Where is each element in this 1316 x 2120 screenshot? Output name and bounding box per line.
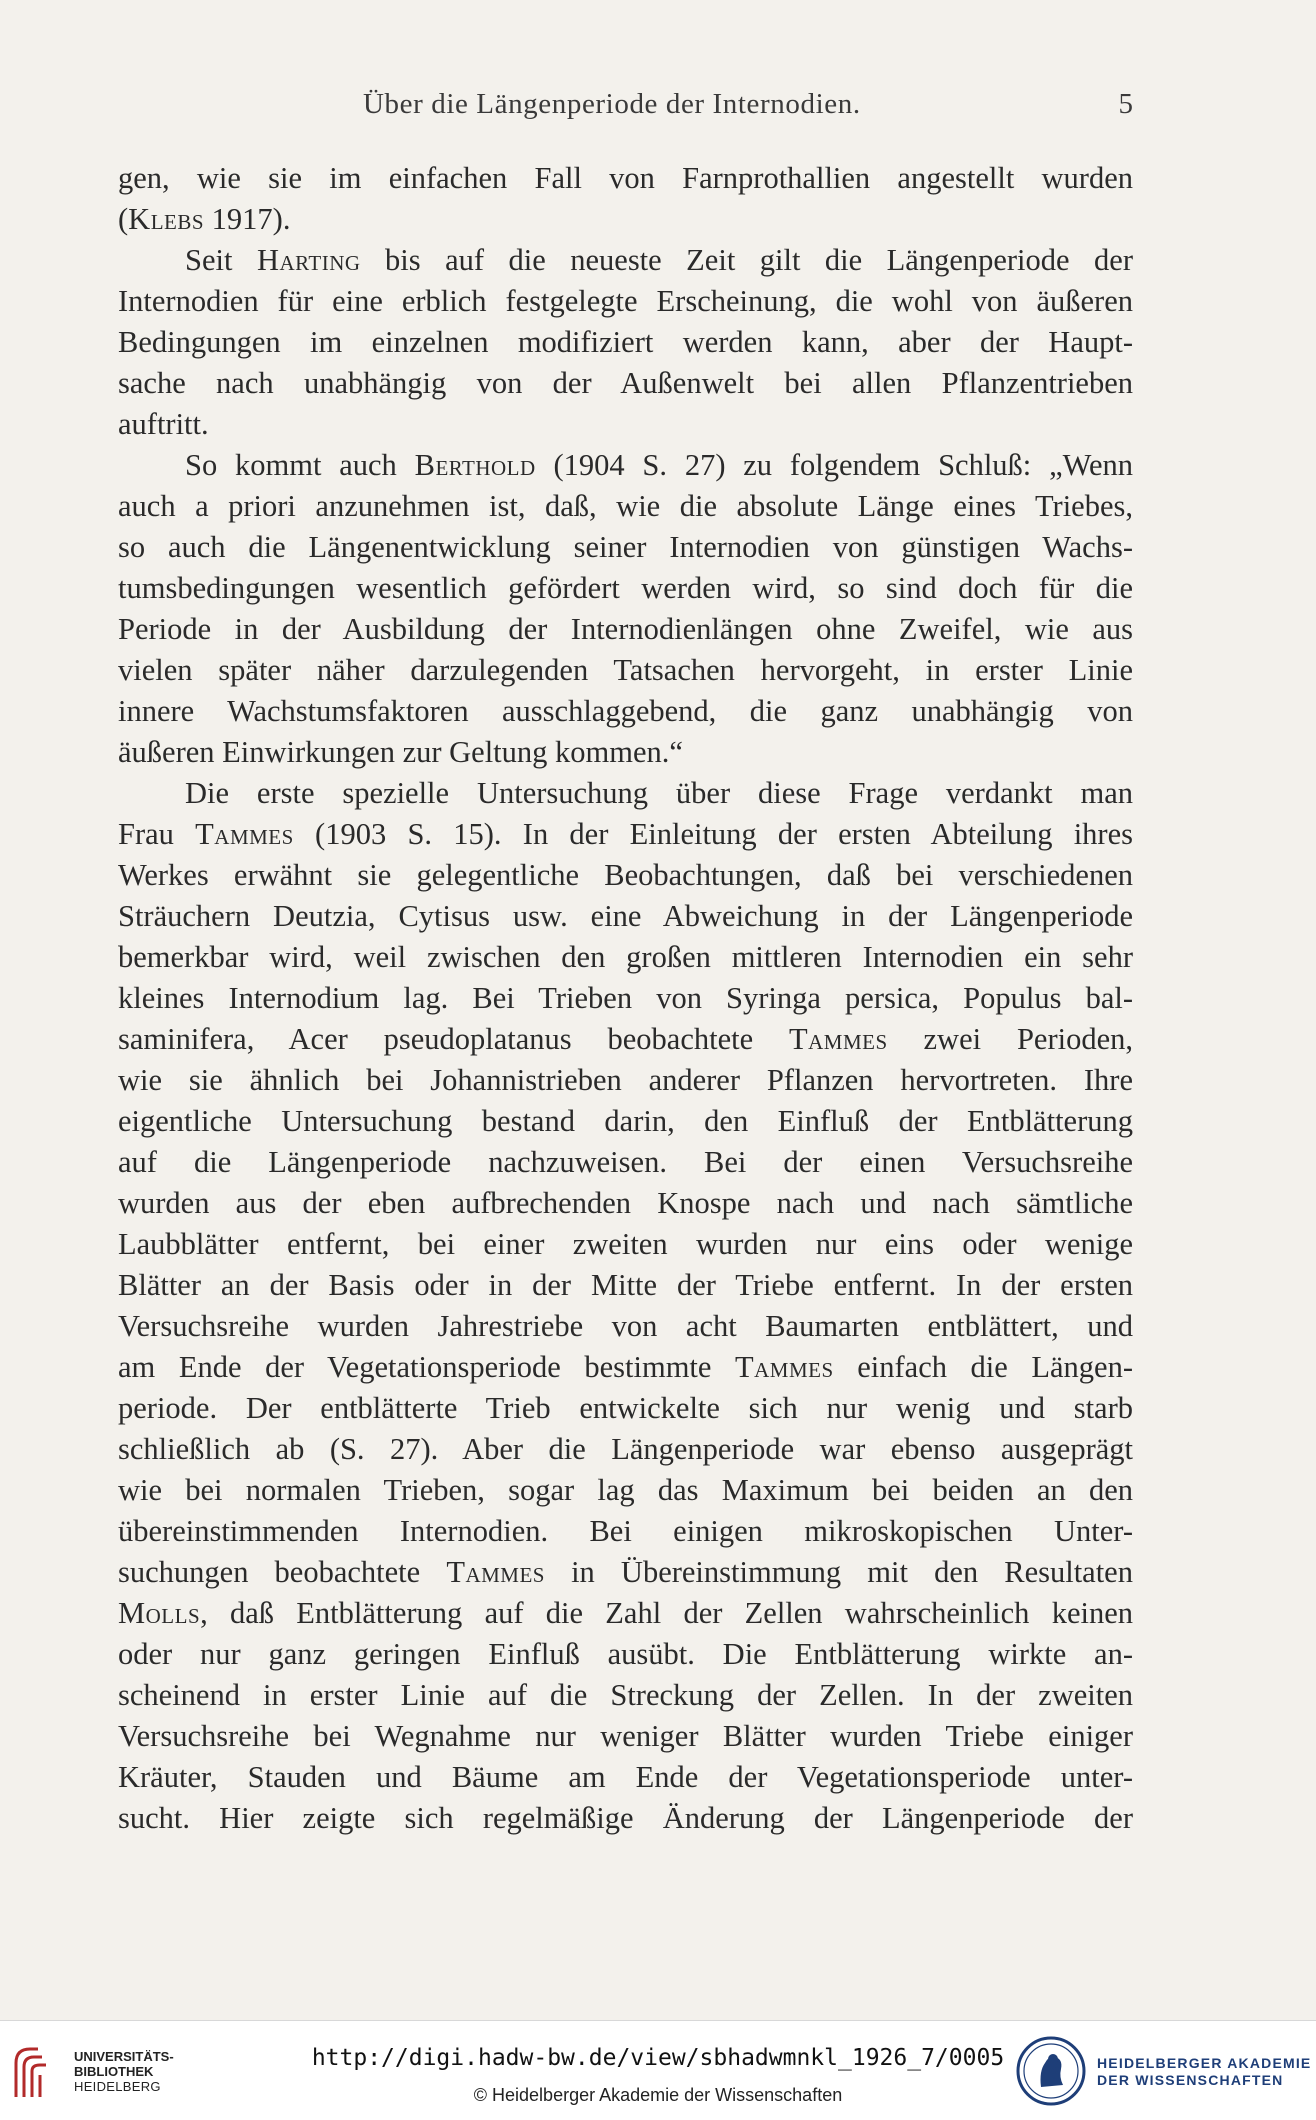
text-segment: (1903 S. 15). In der Einleitung der ersten Abteilung ihres	[293, 817, 1133, 851]
text-line	[118, 937, 1133, 978]
page-number: 5	[1118, 88, 1133, 120]
text-segment: , daß Entblätterung auf die Zahl der Zellen wahrscheinlich keinen	[200, 1596, 1133, 1630]
text-line	[118, 568, 1133, 609]
text-line	[118, 158, 1133, 199]
viewer-footer	[0, 2020, 1316, 2120]
text-segment: schließlich ab (S. 27). Aber die Längenperiode war ebenso ausgeprägt	[118, 1432, 1133, 1466]
academy-seal-icon[interactable]	[1015, 2035, 1087, 2107]
text-line	[118, 1634, 1133, 1675]
text-line	[118, 1224, 1133, 1265]
running-title: Über die Längenperiode der Internodien.	[363, 88, 861, 120]
text-segment: Sträuchern Deutzia, Cytisus usw. eine Abweichung in der Längenperiode	[118, 899, 1133, 933]
text-segment: Periode in der Ausbildung der Internodienlängen ohne Zweifel, wie aus	[118, 612, 1133, 646]
text-segment: saminifera, Acer pseudoplatanus beobachtete	[118, 1022, 790, 1056]
author-name: Tammes	[195, 817, 294, 851]
text-segment: Versuchsreihe wurden Jahrestriebe von acht Baumarten entblättert, und	[118, 1309, 1133, 1343]
text-line	[118, 1019, 1133, 1060]
text-segment: zwei Perioden,	[887, 1022, 1133, 1056]
author-name: Molls	[118, 1596, 201, 1630]
text-line	[118, 1675, 1133, 1716]
academy-line-2: DER WISSENSCHAFTEN	[1097, 2072, 1284, 2088]
text-line	[118, 650, 1133, 691]
library-line-3: HEIDELBERG	[74, 2079, 161, 2094]
academy-line-1: HEIDELBERGER AKADEMIE	[1097, 2055, 1312, 2071]
text-line	[118, 445, 1133, 486]
text-line	[118, 855, 1133, 896]
text-segment: wie bei normalen Trieben, sogar lag das Maximum bei beiden an den	[118, 1473, 1133, 1507]
text-segment: bemerkbar wird, weil zwischen den großen mittleren Internodien ein sehr	[118, 940, 1133, 974]
text-line	[118, 527, 1133, 568]
author-name: Tammes	[789, 1022, 888, 1056]
text-line	[118, 1470, 1133, 1511]
text-segment: auch a priori anzunehmen ist, daß, wie die absolute Länge eines Triebes,	[118, 489, 1133, 523]
text-segment: in Übereinstimmung mit den Resultaten	[544, 1555, 1133, 1589]
text-segment: wurden aus der eben aufbrechenden Knospe nach und nach sämtliche	[118, 1186, 1133, 1220]
text-line	[118, 978, 1133, 1019]
text-segment: innere Wachstumsfaktoren ausschlaggebend, die ganz unabhängig von	[118, 694, 1133, 728]
text-line	[118, 896, 1133, 937]
text-line	[118, 322, 1133, 363]
text-line	[118, 1757, 1133, 1798]
text-segment: äußeren Einwirkungen zur Geltung kommen.“	[118, 735, 683, 769]
text-line	[118, 1306, 1133, 1347]
author-name: Tammes	[735, 1350, 834, 1384]
text-segment: übereinstimmenden Internodien. Bei einigen mikroskopischen Unter-	[118, 1514, 1133, 1548]
text-line	[118, 1798, 1133, 1839]
copyright-notice: © Heidelberger Akademie der Wissenschaften	[473, 2085, 843, 2105]
text-segment: Werkes erwähnt sie gelegentliche Beobachtungen, daß bei verschiedenen	[118, 858, 1133, 892]
library-line-1: UNIVERSITÄTS-	[74, 2049, 174, 2064]
text-line	[118, 1347, 1133, 1388]
library-line-2: BIBLIOTHEK	[74, 2064, 154, 2079]
text-segment: Versuchsreihe bei Wegnahme nur weniger Blätter wurden Triebe einiger	[118, 1719, 1133, 1753]
text-line	[118, 609, 1133, 650]
text-segment: suchungen beobachtete	[118, 1555, 447, 1589]
text-line	[118, 773, 1133, 814]
text-segment: sache nach unabhängig von der Außenwelt bei allen Pflanzentrieben	[118, 366, 1133, 400]
text-line	[118, 1716, 1133, 1757]
text-line	[118, 240, 1133, 281]
text-line	[118, 1429, 1133, 1470]
text-segment: So kommt auch	[185, 448, 415, 482]
author-name: Klebs	[128, 202, 205, 236]
text-line	[118, 691, 1133, 732]
text-segment: sucht. Hier zeigte sich regelmäßige Änderung der Längenperiode der	[118, 1801, 1133, 1835]
body-text	[118, 158, 1133, 1839]
author-name: Tammes	[446, 1555, 545, 1589]
text-segment: Internodien für eine erblich festgelegte Erscheinung, die wohl von äußeren	[118, 284, 1133, 318]
academy-name	[1097, 2055, 1311, 2089]
text-segment: vielen später näher darzulegenden Tatsachen hervorgeht, in erster Linie	[118, 653, 1133, 687]
text-line	[118, 1101, 1133, 1142]
text-segment: gen, wie sie im einfachen Fall von Farnprothallien angestellt wurden	[118, 161, 1133, 195]
text-segment: bis auf die neueste Zeit gilt die Längenperiode der	[360, 243, 1133, 277]
text-segment: oder nur ganz geringen Einfluß ausübt. Die Entblätterung wirkte an-	[118, 1637, 1133, 1671]
text-segment: wie sie ähnlich bei Johannistrieben anderer Pflanzen hervortreten. Ihre	[118, 1063, 1133, 1097]
text-line	[118, 281, 1133, 322]
text-segment: 1917).	[204, 202, 291, 236]
text-segment: eigentliche Untersuchung bestand darin, den Einfluß der Entblätterung	[118, 1104, 1133, 1138]
text-line	[118, 486, 1133, 527]
text-line	[118, 1183, 1133, 1224]
text-segment: Blätter an der Basis oder in der Mitte der Triebe entfernt. In der ersten	[118, 1268, 1133, 1302]
text-line	[118, 363, 1133, 404]
text-line	[118, 1142, 1133, 1183]
text-segment: auftritt.	[118, 407, 209, 441]
text-line	[118, 1060, 1133, 1101]
text-line	[118, 404, 1133, 445]
text-segment: tumsbedingungen wesentlich gefördert werden wird, so sind doch für die	[118, 571, 1133, 605]
author-name: Harting	[256, 243, 361, 277]
text-segment: so auch die Längenentwicklung seiner Internodien von günstigen Wachs-	[118, 530, 1133, 564]
text-segment: Kräuter, Stauden und Bäume am Ende der Vegetationsperiode unter-	[118, 1760, 1133, 1794]
text-segment: Bedingungen im einzelnen modifiziert werden kann, aber der Haupt-	[118, 325, 1133, 359]
text-segment: Seit	[185, 243, 257, 277]
text-line	[118, 1552, 1133, 1593]
text-segment: (	[118, 202, 129, 236]
text-segment: kleines Internodium lag. Bei Trieben von Syringa persica, Populus bal-	[118, 981, 1133, 1015]
text-line	[118, 814, 1133, 855]
text-segment: Frau	[118, 817, 196, 851]
text-segment: periode. Der entblätterte Trieb entwickelte sich nur wenig und starb	[118, 1391, 1133, 1425]
text-line	[118, 199, 1133, 240]
text-line	[118, 1511, 1133, 1552]
text-segment: (1904 S. 27) zu folgendem Schluß: „Wenn	[535, 448, 1133, 482]
text-line	[118, 1265, 1133, 1306]
running-head	[118, 88, 1133, 128]
text-segment: scheinend in erster Linie auf die Streckung der Zellen. In der zweiten	[118, 1678, 1133, 1712]
text-line	[118, 732, 1133, 773]
author-name: Berthold	[414, 448, 536, 482]
text-line	[118, 1593, 1133, 1634]
text-segment: am Ende der Vegetationsperiode bestimmte	[118, 1350, 736, 1384]
text-segment: auf die Längenperiode nachzuweisen. Bei der einen Versuchsreihe	[118, 1145, 1133, 1179]
text-segment: einfach die Längen-	[833, 1350, 1134, 1384]
text-segment: Die erste spezielle Untersuchung über diese Frage verdankt man	[185, 776, 1133, 810]
text-line	[118, 1388, 1133, 1429]
text-segment: Laubblätter entfernt, bei einer zweiten wurden nur eins oder wenige	[118, 1227, 1133, 1261]
permalink-url[interactable]: http://digi.hadw-bw.de/view/sbhadwmnkl_1926_7/0005	[311, 2045, 1005, 2071]
